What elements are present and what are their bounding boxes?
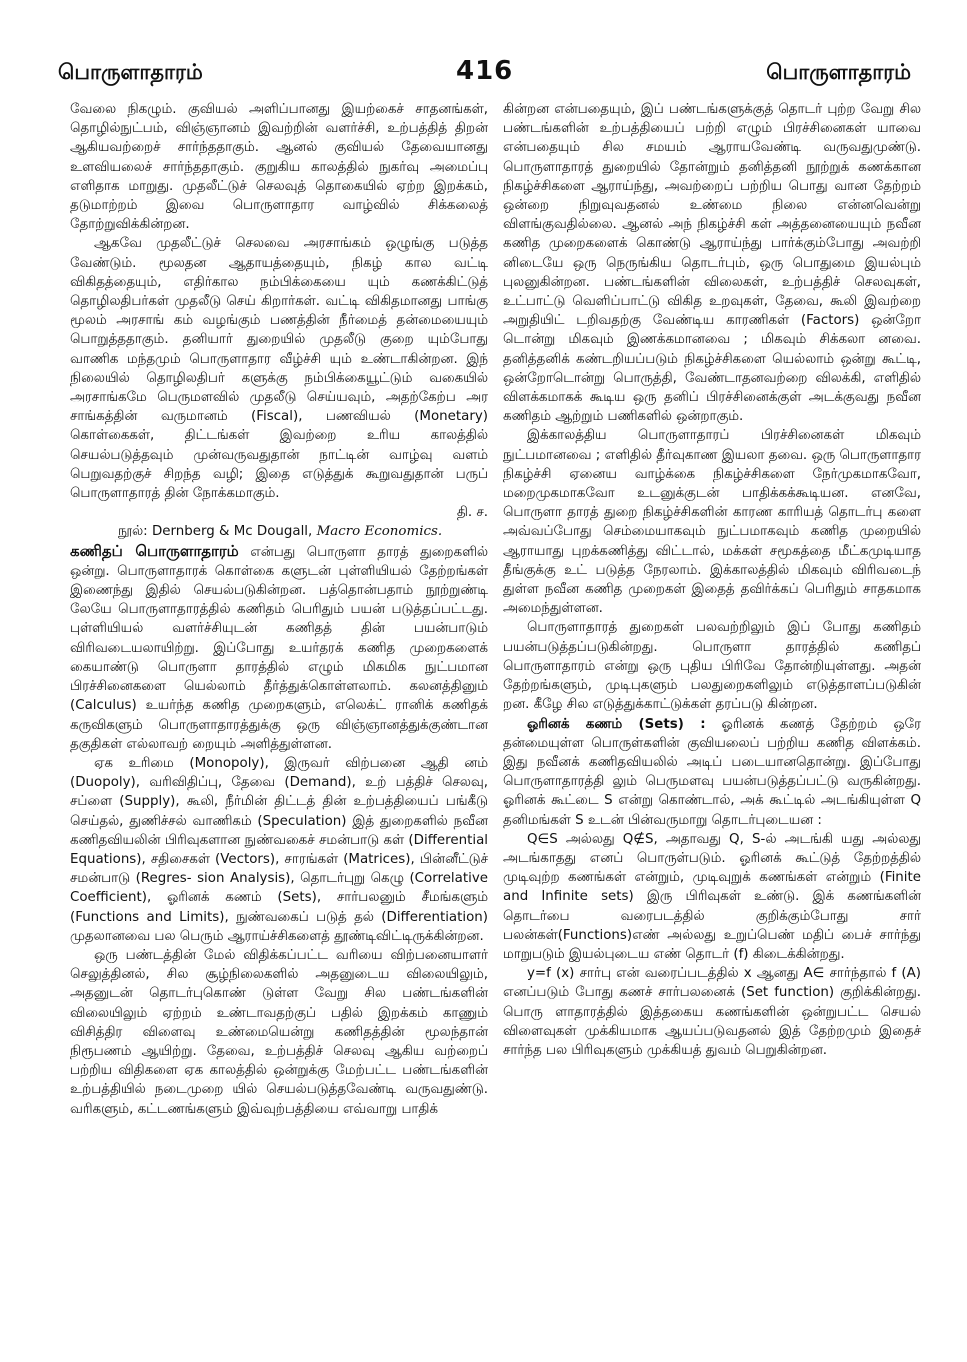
formula-paragraph: Q∈S அல்லது Q∉S, அதாவது Q, S-ல் அடங்கி யது அல்லது அடங்காதது எனப் பொருள்படும். ஓரினக் கூட்டுத் தேற்றத்தில் முடிவுற்ற கணங்கள் என்றும், முடிவுறுக் கணங்கள் என்றும் (Finite and Infinite sets) இரு பிரிவுகள் உண்டு. இக் கணங்களின் தொடர்பை வரைபடத்தில் குறிக்கும்போது சார் பலன்கள்(Functions)எண் அல்லது உறுப்பெண் மதிப் பைச் சார்ந்து மாறுபடும் இயல்புடைய எண் தொடர் (f) கிடைக்கின்றது.: [503, 831, 921, 962]
page-number: 416: [456, 56, 514, 86]
section-text: என்பது பொருளா தாரத் துறைகளில் ஒன்று. பொருளாதாரக் கொள்கை களுடன் புள்ளியியல் தேற்றங்கள் இணைந்து இதில் செயல்படுகின்றன. பத்தொன்பதாம் நூற்றுண்டி லேயே பொருளாதாரத்தில் கணிதம் பெரிதும் பயன் படுத்தப்பட்டது. புள்ளியியல் வளர்ச்சியுடன் கணிதத் தின் பயன்பாடும் விரிவடையலாயிற்று. இப்போது உயர்தரக் கணித முறைகளைக் கையாண்டு பொருளா தாரத்தில் எழும் மிகமிக நுட்பமான பிரச்சினைகளை யெல்லாம் தீர்த்துக்கொள்ளலாம். கலனத்தினும் (Calculus) உயர்ந்த கணித முறைகளும், எலெக்ட் ரானிக் கணிதக் கருவிகளும் பொருளாதாரத்துக்கு ஒரு விஞ்ஞானத்துக்குண்டான தகுதிகள் எல்லாவற் றையும் அளித்துள்ளன.: [70, 544, 488, 752]
reference: [70, 522, 488, 541]
subsection-heading: ஓரினக் கணம் (Sets) :: [527, 716, 706, 732]
reference-authors: Dernberg & Mc Dougall,: [151, 524, 313, 540]
paragraph: ஏக உரிமை (Monopoly), இருவர் விற்பனை ஆதி னம் (Duopoly), வரிவிதிப்பு, தேவை (Demand), உற் பத்திச் செலவு, சப்ளை (Supply), கூலி, நீர்மின் திட்டத் தின் உற்பத்தியைப் பங்கீடு செய்தல், துணிச்சல் வாணிகம் (Speculation) இத் துறைகளில் நவீன கணிதவியலின் பிரிவுகளான நுண்வகைச் சமன்பாடு கள் (Differential Equations), சதிசைகள் (Vectors), சாரங்கள் (Matrices), பின்னீட்டுச் சமன்பாடு (Regres- sion Analysis), தொடர்புறு கெழு (Correlative Coefficient), ஓரினக் கணம் (Sets), சார்பலனும் சீமங்களும் (Functions and Limits), நுண்வகைப் படுத் தல் (Differentiation) முதலானவை பல பெரும் ஆராய்ச்சிகளைத் தூண்டிவிட்டிருக்கின்றன.: [70, 755, 488, 944]
reference-book: Macro Economics.: [316, 524, 443, 540]
section-paragraph: [70, 542, 488, 754]
paragraph: கின்றன என்பதையும், இப் பண்டங்களுக்குத் தொடர் புற்ற வேறு சில பண்டங்களின் உற்பத்தியைப் பற்றி எழும் பிரச்சினைகள் யாவை என்பதையும் சில சமயம் ஆராயவேண்டி வருவதுமுண்டு. பொருளாதாரத் துறையில் தோன்றும் தனித்தனி நூற்றுக் கணக்கான நிகழ்ச்சிகளை ஆராய்ந்து, அவற்றைப் பற்றிய பொது வான தேற்றம் ஒன்றை நிறுவுவதனல் உண்மை நிலை என்னவென்று விளங்குவதில்லை. ஆனல் அந் நிகழ்ச்சி கள் அத்தனையையும் நவீன கணித முறைகளைக் கொண்டு ஆராய்ந்து பார்க்கும்போது அவற்றி னிடையே ஒரு நெருங்கிய தொடர்பும், ஒரு பொதுமை இயல்பும் புலனுகின்றன. பண்டங்களின் விலைகள், உற்பத்திச் செலவுகள், உட்பாட்டு வெளிப்பாட்டு விகித உறவுகள், தேவை, கூலி இவற்றை அறுதியிட் டறிவதற்கு வேண்டிய காரணிகள் (Factors) ஒன்றோ டொன்று மிகவும் இணக்கமானவை ; மிகவும் சிக்கலா னவை. தனித்தனிக் கண்டறியப்படும் நிகழ்ச்சிகளை யெல்லாம் ஒன்று கூட்டி, ஒன்றோடொன்று பொருத்தி, வேண்டாதனவற்றை விலக்கி, எளிதில் விளக்கமாகக் கூடிய ஒரு தனிப் பிரச்சினைக்குள் அடக்குவது நவீன கணிதம் ஆற்றும் பணிகளில் ஒன்றாகும்.: [503, 102, 921, 425]
paragraph: இக்காலத்திய பொருளாதாரப் பிரச்சினைகள் மிகவும் நுட்பமானவை ; எளிதில் தீர்வுகாண இயலா தவை. ஒரு பொருளாதார நிகழ்ச்சி ஏனைய வாழ்க்கை நிகழ்ச்சிகளை நேர்முகமாகவோ, மறைமுகமாகவோ உடனுக்குடன் பாதிக்கக்கூடியன. எனவே, பொருளா தாரத் துறை நிகழ்ச்சிகளின் காரண காரியத் தொடர்பு களை அவ்வப்போது செம்மையாகவும் நுட்பமாகவும் கணித முறையில் ஆராயாது புறக்கணித்து விட்டால், மக்கள் சமூகத்தை மீட்கமுடியாத தீங்குக்கு உட் படுத்த நேரலாம். இக்காலத்தில் மிகவும் விரிவடைந் துள்ள நவீன கணித முறைகள் இதைத் தவிர்க்கப் பெரிதும் சாதகமாக அமைந்துள்ளன.: [503, 428, 921, 617]
paragraph: ஒரு பண்டத்தின் மேல் விதிக்கப்பட்ட வரியை விற்பனையாளர் செலுத்தினல், சில சூழ்நிலைகளில் அதனுடைய விலையிலும், அதனுடன் தொடர்புகொண் டுள்ள வேறு சில பண்டங்களின் விலையிலும் ஏற்றம் உண்டாவதற்குப் பதில் இறக்கம் காணும் விசித்திர விளைவு உண்மையென்று கணிதத்தின் மூலந்தான் நிரூபணம் ஆயிற்று. தேவை, உற்பத்திச் செலவு ஆகிய வற்றைப் பற்றிய விதிகளை ஏக காலத்தில் ஒன்றுக்கு மேற்பட்ட பண்டங்களின் உற்பத்தியில் நடைமுறை யில் செயல்படுத்தவேண்டி வருவதுண்டு. வரிகளும், கட்டணங்களும் இவ்வுற்பத்தியை எவ்வாறு பாதிக்: [70, 947, 488, 1117]
paragraph: ஆகவே முதலீட்டுச் செலவை அரசாங்கம் ஒழுங்கு படுத்த வேண்டும். மூலதன ஆதாயத்தையும், நிகழ் கால வட்டி விகிதத்தையும், எதிர்கால நம்பிக்கையை யும் கணக்கிட்டுத் தொழிலதிபர்கள் முதலீடு செய் கிறார்கள். வட்டி விகிதமானது பாங்கு மூலம் அரசாங் கம் வழங்கும் பணத்தின் நீர்மைத் தன்மையையும் பொறுத்ததாகும். தனியார் துறையில் முதலீடு குறை யும்போது வாணிக மந்தமும் பொருளாதார வீழ்ச்சி யும் உண்டாகின்றன. இந் நிலையில் தொழிலதிபர் களுக்கு நம்பிக்கையூட்டும் வகையில் அரசாங்கமே பெருமளவில் முதலீடு செய்யவும், அதற்கேற்ப அர சாங்கத்தின் வருமானம் (Fiscal), பணவியல் (Monetary) கொள்கைகள், திட்டங்கள் இவற்றை உரிய காலத்தில் செயல்படுத்தவும் முன்வருவதுதான் நாட்டின் வாழ்வு வளம் பெறுவதற்குச் சிறந்த வழி; இதை எடுத்துக் கூறுவதுதான் பருப் பொருளாதாரத் தின் நோக்கமாகும்.: [70, 236, 488, 502]
section-heading: கணிதப் பொருளாதாரம்: [70, 541, 239, 560]
author-signature: தி. ச.: [456, 505, 488, 521]
left-column: [70, 100, 488, 1119]
reference-label: நூல்:: [118, 524, 148, 540]
subsection-paragraph: [503, 715, 921, 830]
paragraph: வேலை நிகழும். குவியல் அளிப்பானது இயற்கைச் சாதனங்கள், தொழில்நுட்பம், விஞ்ஞானம் இவற்றின் வளர்ச்சி, உற்பத்தித் திறன் ஆகியவற்றைச் சார்ந்ததாகும். ஆனல் குவியல் தேவையானது உளவியலைச் சார்ந்ததாகும். குறுகிய காலத்தில் நுகர்வு அமைப்பு எளிதாக மாறுது. முதலீட்டுச் செலவுத் தொகையில் ஏற்ற இறக்கம், தடுமாற்றம் இவை பொருளாதார வாழ்வில் சிக்கலைத் தோற்றுவிக்கின்றன.: [70, 102, 488, 233]
page-header: [0, 0, 967, 95]
right-column: [503, 100, 921, 1060]
subsection-text: ஓரினக் கணத் தேற்றம் ஒரே தன்மையுள்ள பொருள்களின் குவியலைப் பற்றிய கணித விளக்கம். இது நவீனக் கணிதவியலில் அடிப் படையானதொன்று. இப்போது பொருளாதாரத்தி லும் பெருமளவு பயன்படுத்தப்பட்டு வருகின்றது. ஓரினக் கூட்டை S என்று கொண்டால், அக் கூட்டில் அடங்கியுள்ள Q தனிமங்கள் S உடன் பின்வருமாறு தொடர்புடையன :: [503, 716, 921, 828]
running-title-left: பொருளாதாரம்: [58, 60, 203, 84]
paragraph: பொருளாதாரத் துறைகள் பலவற்றிலும் இப் போது கணிதம் பயன்படுத்தப்படுகின்றது. பொருளா தாரத்தில் கணிதப் பொருளாதாரம் என்று ஒரு புதிய பிரிவே தோன்றியுள்ளது. அதன் தேற்றங்களும், முடிபுகளும் பலதுறைகளிலும் எடுத்தாளப்படுகின் றன. கீழே சில எடுத்துக்காட்டுக்கள் தரப்படு கின்றன.: [503, 620, 921, 713]
paragraph: y=f (x) சார்பு என் வரைப்படத்தில் x ஆனது A∈ சார்ந்தால் f (A) எனப்படும் போது கணச் சார்பலனைக் (Set function) குறிக்கின்றது. பொரு ளாதாரத்தில் இத்தகைய கணங்களின் ஒன்றுபட்ட செயல் விளைவுகள் முக்கியமாக ஆயப்படுவதனல் இத் தேற்றமும் இதைச் சார்ந்த பல பிரிவுகளும் முக்கியத் துவம் பெறுகின்றன.: [503, 966, 921, 1058]
running-title-right: பொருளாதாரம்: [766, 60, 911, 84]
